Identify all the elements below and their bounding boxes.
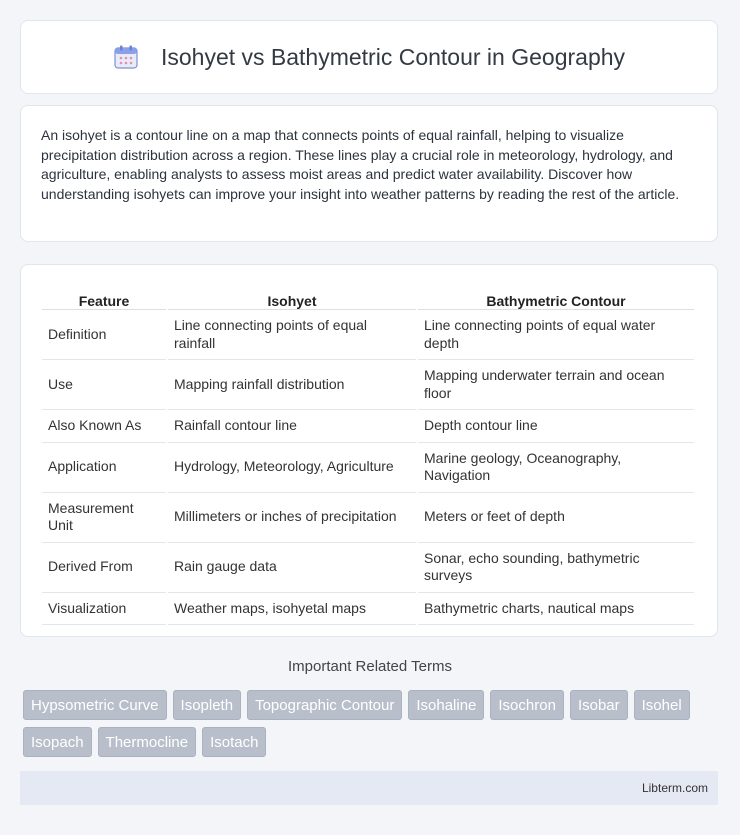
intro-card bbox=[20, 105, 718, 242]
feature-cell: Application bbox=[42, 443, 166, 493]
table-row bbox=[42, 310, 694, 360]
bathymetric-cell: Bathymetric charts, nautical maps bbox=[418, 593, 694, 626]
footer-site-link[interactable]: Libterm.com bbox=[641, 781, 708, 795]
related-term-tag[interactable]: Thermocline bbox=[98, 727, 197, 757]
feature-cell: Derived From bbox=[42, 543, 166, 593]
intro-paragraph: An isohyet is a contour line on a map that connects points of equal rainfall, helping to visualize precipitation distribution across a region. These lines play a crucial role in meteorology, hydrology, and agriculture, enabling analysts to assess moist areas and predict water availability. Discover how understanding isohyets can improve your insight into weather patterns by reading the rest of the article. bbox=[41, 127, 680, 202]
related-term-tag[interactable]: Topographic Contour bbox=[247, 690, 402, 720]
table-row bbox=[42, 360, 694, 410]
feature-cell: Visualization bbox=[42, 593, 166, 626]
bathymetric-cell: Meters or feet of depth bbox=[418, 493, 694, 543]
isohyet-cell: Mapping rainfall distribution bbox=[168, 360, 416, 410]
feature-cell: Also Known As bbox=[42, 410, 166, 443]
bathymetric-cell: Sonar, echo sounding, bathymetric surveys bbox=[418, 543, 694, 593]
related-term-tag[interactable]: Hypsometric Curve bbox=[23, 690, 167, 720]
calendar-icon bbox=[113, 44, 139, 70]
feature-cell: Use bbox=[42, 360, 166, 410]
related-term-tag[interactable]: Isobar bbox=[570, 690, 628, 720]
comparison-card bbox=[20, 264, 718, 637]
bathymetric-cell: Mapping underwater terrain and ocean floor bbox=[418, 360, 694, 410]
page-title: Isohyet vs Bathymetric Contour in Geography bbox=[160, 43, 626, 70]
feature-cell: Measurement Unit bbox=[42, 493, 166, 543]
isohyet-cell: Weather maps, isohyetal maps bbox=[168, 593, 416, 626]
related-term-tag[interactable]: Isohaline bbox=[408, 690, 484, 720]
table-row bbox=[42, 443, 694, 493]
isohyet-cell: Millimeters or inches of precipitation bbox=[168, 493, 416, 543]
related-term-tag[interactable]: Isochron bbox=[490, 690, 564, 720]
table-row bbox=[42, 543, 694, 593]
header-card bbox=[20, 20, 718, 94]
bathymetric-cell: Depth contour line bbox=[418, 410, 694, 443]
table-header-row bbox=[42, 285, 694, 310]
related-terms-list bbox=[23, 690, 723, 757]
table-row bbox=[42, 593, 694, 626]
bathymetric-cell: Line connecting points of equal water depth bbox=[418, 310, 694, 360]
isohyet-cell: Rainfall contour line bbox=[168, 410, 416, 443]
related-term-tag[interactable]: Isohel bbox=[634, 690, 690, 720]
comparison-table bbox=[40, 285, 696, 625]
related-terms-title: Important Related Terms bbox=[288, 658, 452, 675]
related-term-tag[interactable]: Isotach bbox=[202, 727, 266, 757]
related-term-tag[interactable]: Isopach bbox=[23, 727, 92, 757]
table-row bbox=[42, 410, 694, 443]
feature-cell: Definition bbox=[42, 310, 166, 360]
isohyet-cell: Rain gauge data bbox=[168, 543, 416, 593]
column-header-feature: Feature bbox=[42, 285, 166, 310]
footer bbox=[20, 771, 718, 805]
bathymetric-cell: Marine geology, Oceanography, Navigation bbox=[418, 443, 694, 493]
column-header-bathymetric: Bathymetric Contour bbox=[418, 285, 694, 310]
isohyet-cell: Hydrology, Meteorology, Agriculture bbox=[168, 443, 416, 493]
table-row bbox=[42, 493, 694, 543]
isohyet-cell: Line connecting points of equal rainfall bbox=[168, 310, 416, 360]
column-header-isohyet: Isohyet bbox=[168, 285, 416, 310]
related-term-tag[interactable]: Isopleth bbox=[173, 690, 242, 720]
